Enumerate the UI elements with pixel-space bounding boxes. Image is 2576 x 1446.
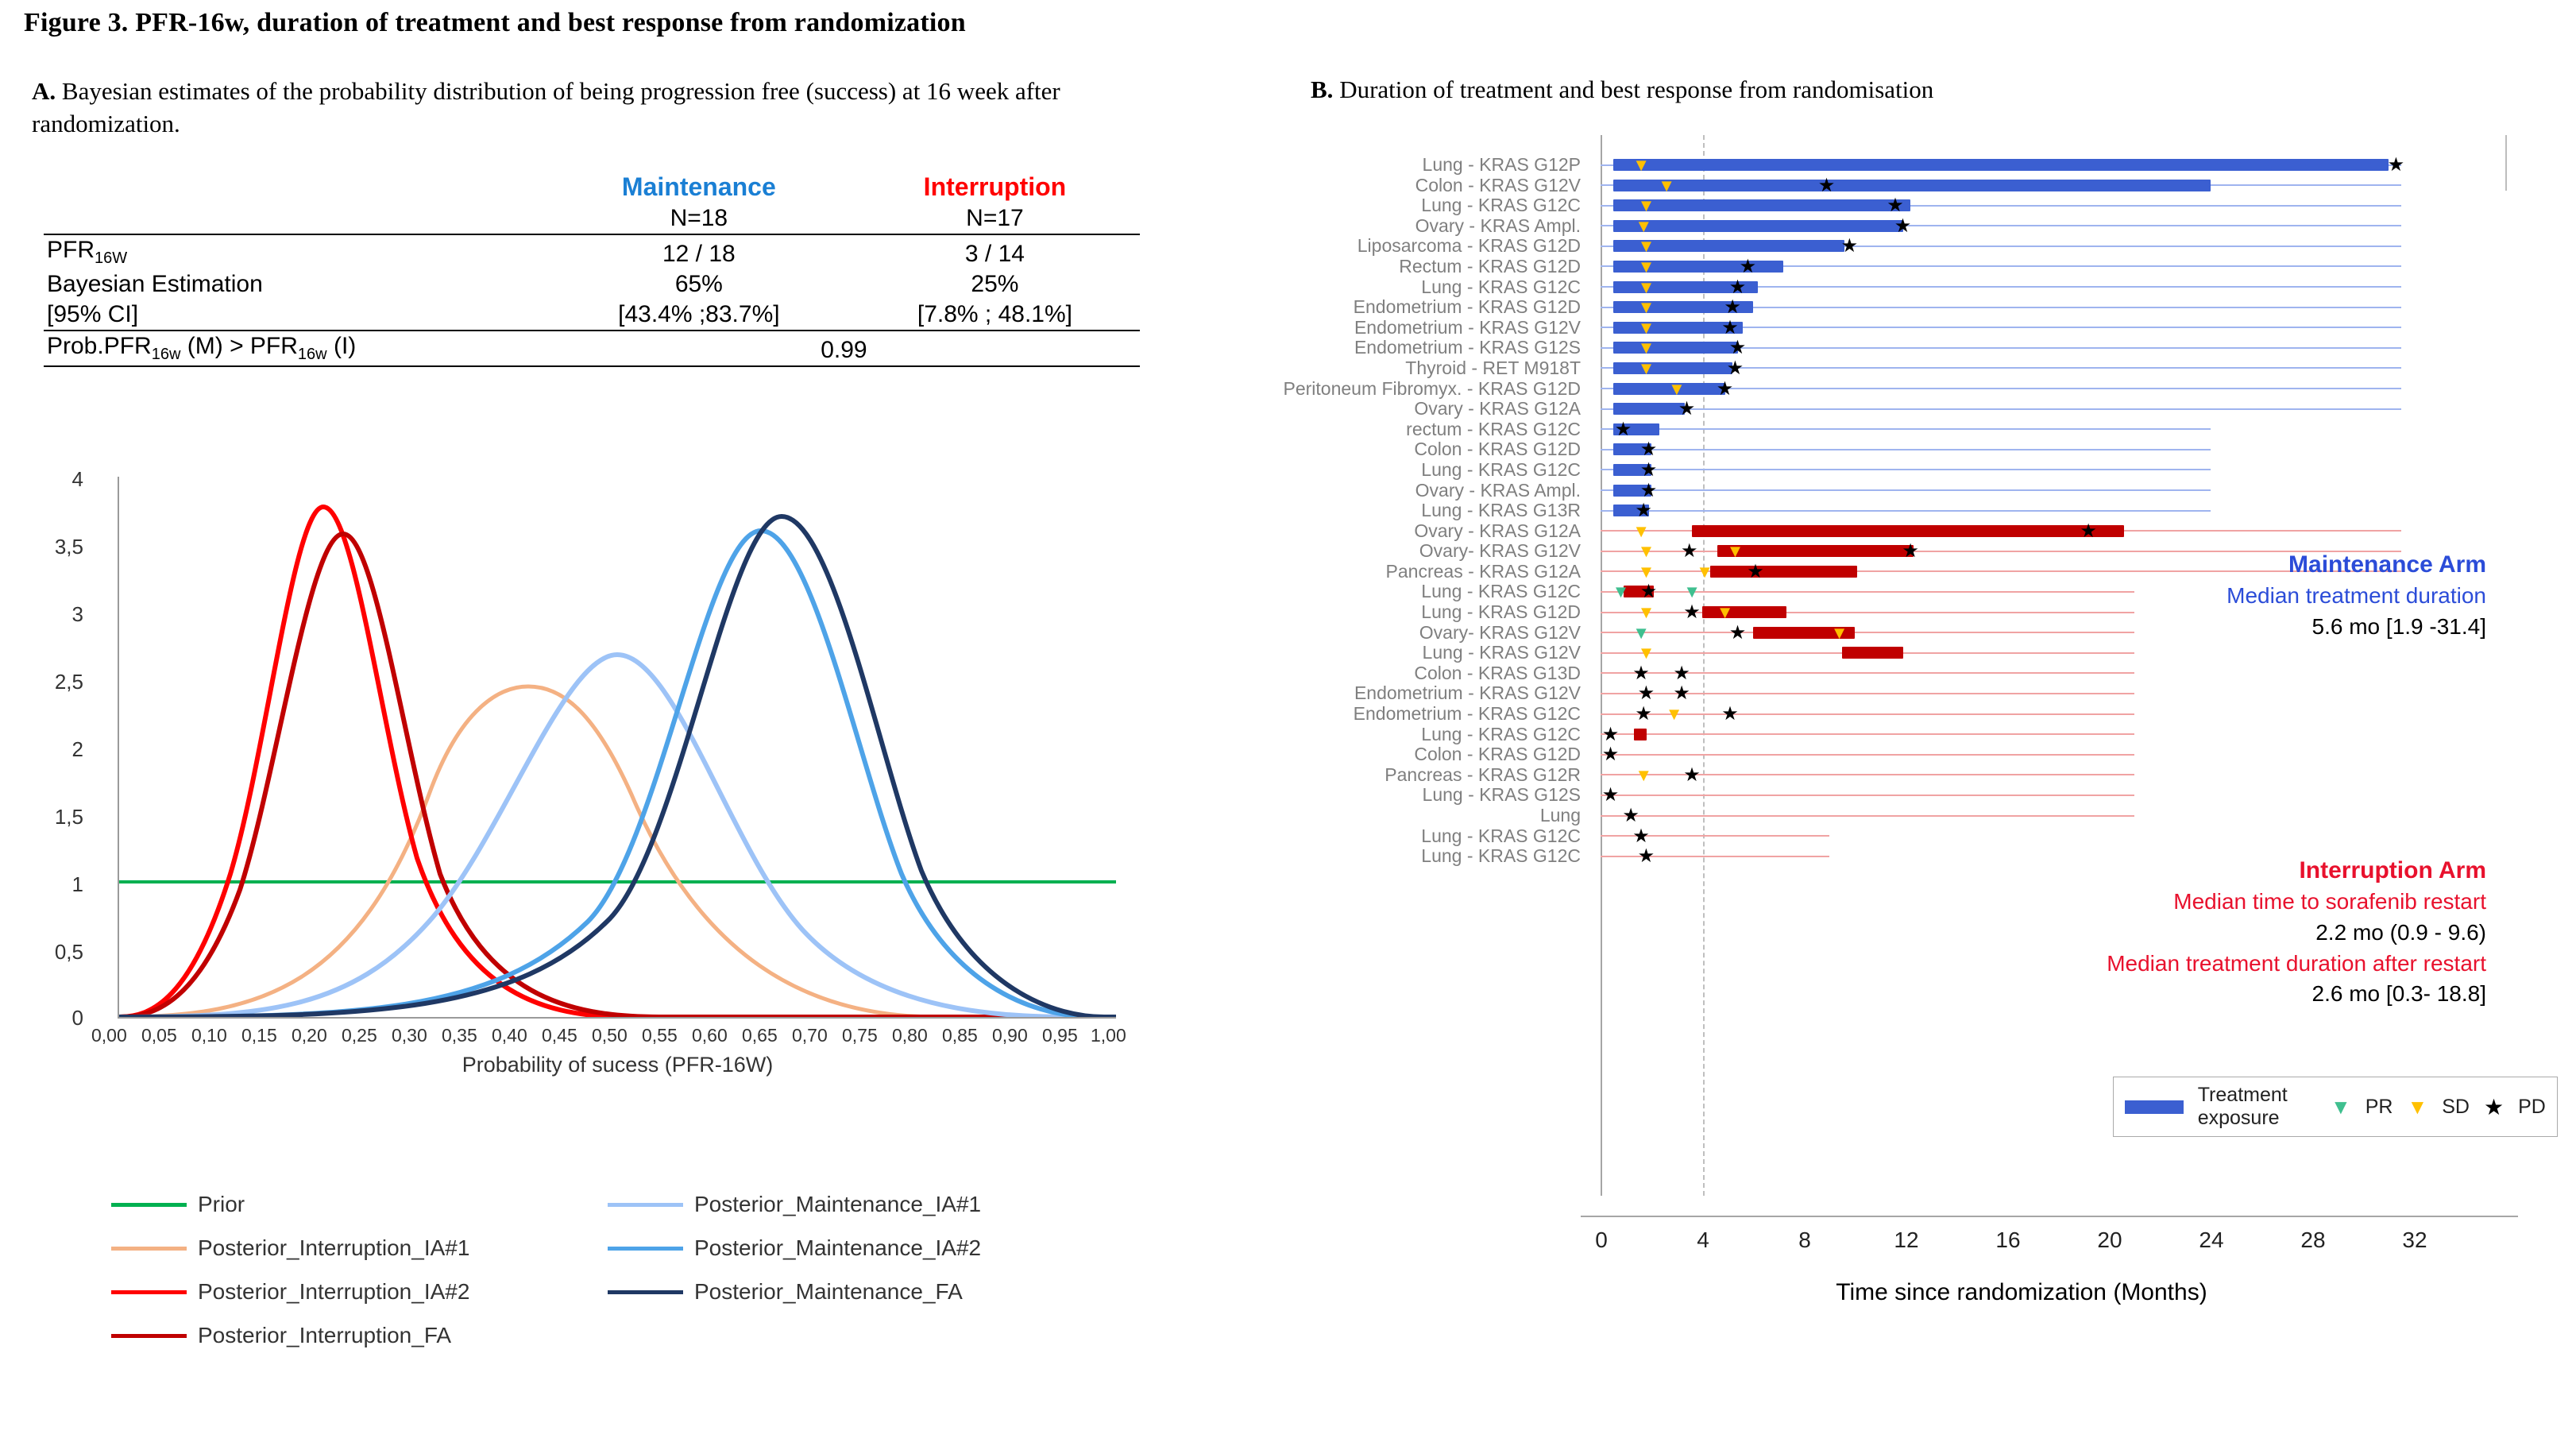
annotation-maintenance-line-2: 5.6 mo [1.9 -31.4] (2311, 614, 2486, 640)
patient-row (1168, 765, 2550, 786)
patient-track (1601, 449, 2211, 450)
patient-label: Colon - KRAS G12D (1414, 744, 1581, 765)
pd-star-icon: ★ (1632, 662, 1650, 684)
patient-label: Lung - KRAS G12C (1421, 276, 1581, 297)
legend-line-prior-icon (111, 1203, 187, 1207)
patient-row (1168, 744, 2550, 765)
pd-star-icon: ★ (1728, 621, 1747, 644)
legend-item-posterior-maintenance-ia1[interactable] (608, 1192, 981, 1217)
patient-row (1168, 257, 2550, 277)
patient-row (1168, 501, 2550, 521)
patient-label: Ovary - KRAS Ampl. (1415, 215, 1581, 236)
pd-star-icon: ★ (1673, 682, 1690, 705)
pd-star-icon: ★ (1637, 845, 1655, 868)
table-row (44, 300, 1140, 331)
xb-tick-4: 4 (1697, 1228, 1709, 1252)
sd-triangle-icon: ▼ (1696, 561, 1713, 582)
annotation-interruption-line-2: 2.2 mo (0.9 - 9.6) (2315, 920, 2486, 945)
pd-star-icon: ★ (1739, 255, 1757, 277)
patient-label: Lung - KRAS G12C (1421, 195, 1581, 216)
x-tick-18: 0,90 (992, 1025, 1028, 1046)
annotation-maintenance-arm (1962, 548, 2486, 643)
table-prob-row (44, 331, 1140, 366)
pd-star-icon: ★ (1683, 601, 1701, 624)
pd-star-icon: ★ (1673, 662, 1690, 684)
xb-tick-8: 8 (1798, 1228, 1811, 1252)
x-tick-17: 0,85 (942, 1025, 978, 1046)
x-tick-10: 0,50 (592, 1025, 628, 1046)
x-tick-9: 0,45 (542, 1025, 577, 1046)
pd-star-icon: ★ (2080, 520, 2097, 542)
x-axis (118, 1017, 1116, 1019)
patient-track (1601, 856, 1829, 857)
patient-label: Peritoneum Fibromyx. - KRAS G12D (1283, 377, 1581, 399)
pd-star-icon: ★ (1614, 418, 1632, 440)
pd-star-icon: ★ (2483, 1094, 2505, 1119)
patient-row (1168, 439, 2550, 460)
y-tick-0: 0 (71, 1006, 83, 1030)
patient-track (1601, 733, 2134, 735)
x-tick-12: 0,60 (692, 1025, 728, 1046)
pr-triangle-icon: ▼ (1632, 622, 1650, 643)
patient-label: Colon - KRAS G12D (1414, 439, 1581, 460)
pd-star-icon: ★ (1601, 723, 1620, 745)
patient-row (1168, 297, 2550, 318)
patient-row (1168, 663, 2550, 684)
legend-item-posterior-maintenance-ia2[interactable] (608, 1235, 981, 1261)
legend-label-interruption-ia2: Posterior_Interruption_IA#2 (198, 1279, 470, 1304)
patient-label: Colon - KRAS G13D (1414, 662, 1581, 683)
patient-row (1168, 826, 2550, 847)
legend-label-pd: PD (2518, 1095, 2546, 1118)
y-tick-4: 4 (71, 467, 83, 491)
patient-label: Endometrium - KRAS G12V (1354, 316, 1581, 338)
x-tick-0: 0,00 (91, 1025, 127, 1046)
pd-star-icon: ★ (1887, 195, 1904, 217)
table-header-maintenance: Maintenance (621, 172, 776, 201)
treatment-exposure-swatch-icon (2125, 1100, 2184, 1114)
ci-maintenance: [43.4% ;83.7%] (548, 300, 850, 331)
pd-star-icon: ★ (1637, 682, 1655, 705)
patient-label: Lung - KRAS G12S (1422, 784, 1581, 806)
annotation-interruption-arm (1914, 854, 2486, 1010)
legend-item-posterior-interruption-fa[interactable] (111, 1323, 451, 1348)
legend-label-interruption-fa: Posterior_Interruption_FA (198, 1323, 452, 1347)
y-tick-1: 1 (71, 872, 83, 896)
legend-label-prior: Prior (198, 1192, 245, 1216)
patient-track (1601, 510, 2211, 512)
patient-label: Ovary - KRAS G12A (1414, 520, 1581, 541)
pd-star-icon: ★ (1716, 377, 1734, 400)
x-tick-14: 0,70 (792, 1025, 828, 1046)
treatment-exposure-bar (1634, 729, 1647, 740)
sd-triangle-icon: ▼ (1637, 561, 1655, 582)
legend-label-pr: PR (2365, 1095, 2393, 1118)
pd-star-icon: ★ (1726, 357, 1744, 379)
legend-label-interruption-ia1: Posterior_Interruption_IA#1 (198, 1235, 470, 1260)
treatment-exposure-bar (1613, 362, 1732, 374)
y-tick-2-5: 2,5 (54, 670, 83, 694)
treatment-exposure-bar (1692, 525, 2124, 537)
patient-label: Thyroid - RET M918T (1405, 357, 1581, 378)
sd-triangle-icon: ▼ (1637, 643, 1655, 663)
patient-rows (1168, 155, 2550, 867)
pd-star-icon: ★ (1728, 337, 1747, 359)
pd-star-icon: ★ (1840, 235, 1859, 257)
pd-star-icon: ★ (1817, 174, 1836, 196)
patient-label: Lung - KRAS G12D (1421, 601, 1581, 623)
sd-triangle-icon: ▼ (2407, 1094, 2428, 1119)
pd-star-icon: ★ (1747, 560, 1764, 582)
pd-star-icon: ★ (1902, 540, 1919, 563)
xb-tick-24: 24 (2199, 1228, 2224, 1252)
legend-line-interruption-fa-icon (111, 1334, 187, 1338)
patient-label: rectum - KRAS G12C (1406, 418, 1581, 439)
table-header-row (44, 171, 1140, 203)
legend-line-maintenance-fa-icon (608, 1290, 683, 1294)
treatment-exposure-bar (1613, 403, 1685, 415)
sd-triangle-icon: ▼ (1637, 256, 1655, 276)
y-tick-0-5: 0,5 (54, 940, 83, 964)
xb-tick-12: 12 (1894, 1228, 1919, 1252)
panel-b-legend (2113, 1077, 2558, 1137)
patient-track (1601, 428, 2211, 430)
patient-row (1168, 155, 2550, 176)
patient-label: Endometrium - KRAS G12S (1354, 337, 1581, 358)
patient-row (1168, 399, 2550, 419)
legend-line-maintenance-ia1-icon (608, 1203, 683, 1207)
panel-b-caption-text: Duration of treatment and best response from randomisation (1333, 75, 1934, 103)
pd-star-icon: ★ (1894, 215, 1912, 237)
ci-interruption: [7.8% ; 48.1%] (850, 300, 1140, 331)
patient-row (1168, 236, 2550, 257)
pd-star-icon: ★ (1681, 540, 1698, 563)
patient-track (1601, 489, 2211, 491)
sd-triangle-icon: ▼ (1637, 602, 1655, 623)
patient-row (1168, 277, 2550, 298)
pr-triangle-icon: ▼ (1683, 582, 1701, 602)
pd-star-icon: ★ (1639, 479, 1658, 501)
patient-row (1168, 176, 2550, 196)
pr-triangle-icon: ▼ (2331, 1094, 2351, 1119)
patient-row (1168, 338, 2550, 358)
legend-label-maintenance-ia2: Posterior_Maintenance_IA#2 (694, 1235, 982, 1260)
patient-label: Endometrium - KRAS G12C (1353, 703, 1581, 725)
patient-row (1168, 481, 2550, 501)
bayesian-interruption: 25% (971, 271, 1019, 297)
pfr-summary-table (44, 171, 1140, 367)
treatment-exposure-bar (1702, 606, 1786, 618)
patient-row (1168, 683, 2550, 704)
patient-label: Lung - KRAS G13R (1421, 500, 1581, 521)
y-tick-3: 3 (71, 602, 83, 626)
patient-label: Ovary- KRAS G12V (1419, 621, 1581, 643)
patient-track (1601, 795, 2134, 796)
legend-item-prior[interactable] (111, 1192, 245, 1217)
x-tick-15: 0,75 (842, 1025, 878, 1046)
patient-label: Lung - KRAS G12C (1421, 723, 1581, 744)
pr-triangle-icon: ▼ (1612, 582, 1630, 602)
legend-label-sd: SD (2442, 1095, 2470, 1118)
x-tick-3: 0,15 (241, 1025, 277, 1046)
pd-star-icon: ★ (1601, 784, 1620, 806)
y-tick-2: 2 (71, 737, 83, 761)
treatment-exposure-bar (1710, 566, 1858, 578)
prob-label: $Prob.PFR_{16w}$ $(M) > PFR_{16w}$ (I) (44, 331, 548, 366)
patient-track (1601, 774, 2134, 775)
y-tick-3-5: 3,5 (54, 535, 83, 559)
legend-label-maintenance-ia1: Posterior_Maintenance_IA#1 (694, 1192, 982, 1216)
patient-row (1168, 318, 2550, 338)
x-tick-16: 0,80 (892, 1025, 928, 1046)
treatment-exposure-bar (1613, 159, 2389, 171)
panel-b-chart (1168, 135, 2550, 1422)
patient-row (1168, 379, 2550, 400)
x-tick-20: 1,00 (1091, 1025, 1126, 1046)
patient-label: Lung - KRAS G12V (1422, 642, 1581, 663)
patient-row (1168, 521, 2550, 542)
x-tick-7: 0,35 (442, 1025, 477, 1046)
x-tick-19: 0,95 (1042, 1025, 1078, 1046)
legend-line-maintenance-ia2-icon (608, 1247, 683, 1251)
sd-triangle-icon: ▼ (1668, 378, 1686, 399)
pd-star-icon: ★ (1639, 458, 1658, 481)
row-label-pfr16w: $PFR_{16W}$ (44, 234, 548, 269)
x-tick-13: 0,65 (742, 1025, 778, 1046)
patient-label: Lung (1539, 805, 1581, 825)
patient-label: Ovary - KRAS G12A (1414, 398, 1581, 419)
patient-label: Lung - KRAS G12P (1422, 154, 1581, 175)
patient-row (1168, 216, 2550, 237)
x-tick-8: 0,40 (492, 1025, 527, 1046)
density-curves-svg (119, 477, 1116, 1017)
patient-label: Lung - KRAS G12C (1421, 825, 1581, 846)
row-label-ci: [95% CI] (44, 300, 548, 331)
panel-a-caption (32, 75, 1088, 141)
sd-triangle-icon: ▼ (1635, 215, 1653, 236)
table-n-row (44, 203, 1140, 234)
x-tick-11: 0,55 (642, 1025, 678, 1046)
pd-star-icon: ★ (1721, 703, 1739, 725)
patient-label: Pancreas - KRAS G12A (1385, 560, 1581, 582)
n-maintenance: N=18 (670, 205, 728, 231)
xb-tick-28: 28 (2300, 1228, 2326, 1252)
patient-label: Lung - KRAS G12C (1421, 458, 1581, 480)
panel-a-caption-text: Bayesian estimates of the probability distribution of being progression free (success) at 16 week after randomization. (32, 77, 1060, 137)
panel-a-chart (44, 467, 1148, 1077)
legend-item-posterior-interruption-ia2[interactable] (111, 1279, 469, 1305)
row-label-bayesian: Bayesian Estimation (47, 271, 263, 297)
legend-label-treatment-exposure: Treatment exposure (2197, 1084, 2288, 1129)
sd-triangle-icon: ▼ (1637, 358, 1655, 378)
patient-label: Pancreas - KRAS G12R (1385, 764, 1581, 785)
pd-star-icon: ★ (1635, 703, 1652, 725)
treatment-exposure-bar (1613, 199, 1910, 211)
panel-b-x-ticks (1168, 1228, 2550, 1259)
y-tick-1-5: 1,5 (54, 805, 83, 829)
treatment-exposure-bar (1613, 342, 1738, 354)
sd-triangle-icon: ▼ (1665, 704, 1683, 725)
pd-star-icon: ★ (1724, 296, 1741, 319)
patient-row (1168, 195, 2550, 216)
pd-star-icon: ★ (1635, 500, 1652, 522)
pd-star-icon: ★ (1678, 398, 1696, 420)
pd-star-icon: ★ (1721, 316, 1739, 338)
annotation-interruption-line-1: Median time to sorafenib restart (2173, 889, 2486, 914)
patient-label: Lung - KRAS G12C (1421, 581, 1581, 602)
sd-triangle-icon: ▼ (1637, 338, 1655, 358)
patient-row (1168, 725, 2550, 745)
panel-a-caption-lead: A. (32, 77, 56, 105)
xb-tick-20: 20 (2097, 1228, 2122, 1252)
annotation-interruption-line-4: 2.6 mo [0.3- 18.8] (2311, 981, 2486, 1007)
annotation-maintenance-title: Maintenance Arm (2288, 551, 2486, 578)
patient-track (1601, 408, 2401, 410)
pd-star-icon: ★ (1632, 825, 1650, 847)
sd-triangle-icon: ▼ (1637, 276, 1655, 297)
sd-triangle-icon: ▼ (1635, 764, 1653, 785)
patient-row (1168, 704, 2550, 725)
legend-label-maintenance-fa: Posterior_Maintenance_FA (694, 1279, 963, 1304)
patient-label: Colon - KRAS G12V (1415, 174, 1581, 195)
patient-label: Endometrium - KRAS G12V (1354, 682, 1581, 704)
sd-triangle-icon: ▼ (1632, 155, 1650, 175)
patient-row (1168, 419, 2550, 440)
pd-star-icon: ★ (1728, 276, 1747, 298)
panel-b-caption (1311, 75, 1933, 104)
pd-star-icon: ★ (1639, 439, 1658, 461)
legend-item-posterior-interruption-ia1[interactable] (111, 1235, 469, 1261)
n-interruption: N=17 (966, 205, 1024, 231)
panel-a-x-axis-title: Probability of sucess (PFR-16W) (462, 1053, 774, 1077)
prob-value: 0.99 (548, 331, 1140, 366)
patient-row (1168, 806, 2550, 826)
sd-triangle-icon: ▼ (1830, 622, 1848, 643)
treatment-exposure-bar (1842, 647, 1903, 659)
sd-triangle-icon: ▼ (1726, 541, 1744, 562)
legend-item-posterior-maintenance-fa[interactable] (608, 1279, 963, 1305)
pfr16w-interruption: 3 / 14 (850, 234, 1140, 269)
sd-triangle-icon: ▼ (1637, 541, 1655, 562)
treatment-exposure-bar (1613, 220, 1903, 232)
sd-triangle-icon: ▼ (1637, 236, 1655, 257)
legend-line-interruption-ia1-icon (111, 1247, 187, 1251)
annotation-interruption-title: Interruption Arm (2299, 857, 2486, 883)
annotation-interruption-line-3: Median treatment duration after restart (2107, 950, 2486, 976)
patient-row (1168, 358, 2550, 379)
x-tick-6: 0,30 (392, 1025, 427, 1046)
table-row (44, 234, 1140, 269)
panel-b-x-axis (1581, 1216, 2518, 1217)
x-tick-5: 0,25 (342, 1025, 377, 1046)
patient-row (1168, 643, 2550, 663)
xb-tick-0: 0 (1595, 1228, 1608, 1252)
panel-b-x-axis-title: Time since randomization (Months) (1836, 1279, 2207, 1305)
x-tick-2: 0,10 (191, 1025, 227, 1046)
patient-label: Ovary- KRAS G12V (1419, 540, 1581, 562)
patient-label: Ovary - KRAS Ampl. (1415, 479, 1581, 501)
bayesian-maintenance: 65% (674, 271, 723, 297)
panel-a-curves (119, 477, 1116, 1017)
patient-label: Lung - KRAS G12C (1421, 845, 1581, 867)
patient-row (1168, 785, 2550, 806)
table-row (44, 269, 1140, 300)
patient-track (1601, 754, 2134, 756)
sd-triangle-icon: ▼ (1632, 520, 1650, 541)
sd-triangle-icon: ▼ (1637, 317, 1655, 338)
sd-triangle-icon: ▼ (1716, 602, 1734, 623)
xb-tick-32: 32 (2402, 1228, 2427, 1252)
legend-line-interruption-ia2-icon (111, 1290, 187, 1294)
pfr16w-maintenance: 12 / 18 (548, 234, 850, 269)
x-tick-4: 0,20 (292, 1025, 327, 1046)
patient-label: Rectum - KRAS G12D (1399, 255, 1581, 276)
patient-track (1601, 469, 2211, 470)
annotation-maintenance-line-1: Median treatment duration (2226, 583, 2486, 609)
pd-star-icon: ★ (1639, 581, 1658, 603)
patient-label: Liposarcoma - KRAS G12D (1357, 235, 1581, 257)
sd-triangle-icon: ▼ (1637, 297, 1655, 318)
patient-row (1168, 460, 2550, 481)
patient-label: Endometrium - KRAS G12D (1353, 296, 1581, 318)
sd-triangle-icon: ▼ (1637, 195, 1655, 216)
table-header-interruption: Interruption (923, 172, 1067, 201)
pd-star-icon: ★ (1622, 805, 1639, 826)
pd-star-icon: ★ (1683, 764, 1701, 786)
xb-tick-16: 16 (1995, 1228, 2021, 1252)
x-tick-1: 0,05 (141, 1025, 177, 1046)
figure-title: Figure 3. PFR-16w, duration of treatment and best response from randomization (24, 8, 966, 37)
treatment-exposure-bar (1717, 545, 1913, 557)
pd-star-icon: ★ (1601, 744, 1620, 766)
panel-b-caption-lead: B. (1311, 75, 1334, 103)
treatment-exposure-bar (1613, 180, 2211, 191)
pd-star-icon: ★ (2387, 154, 2405, 176)
patient-track (1601, 815, 2134, 817)
sd-triangle-icon: ▼ (1658, 175, 1675, 195)
